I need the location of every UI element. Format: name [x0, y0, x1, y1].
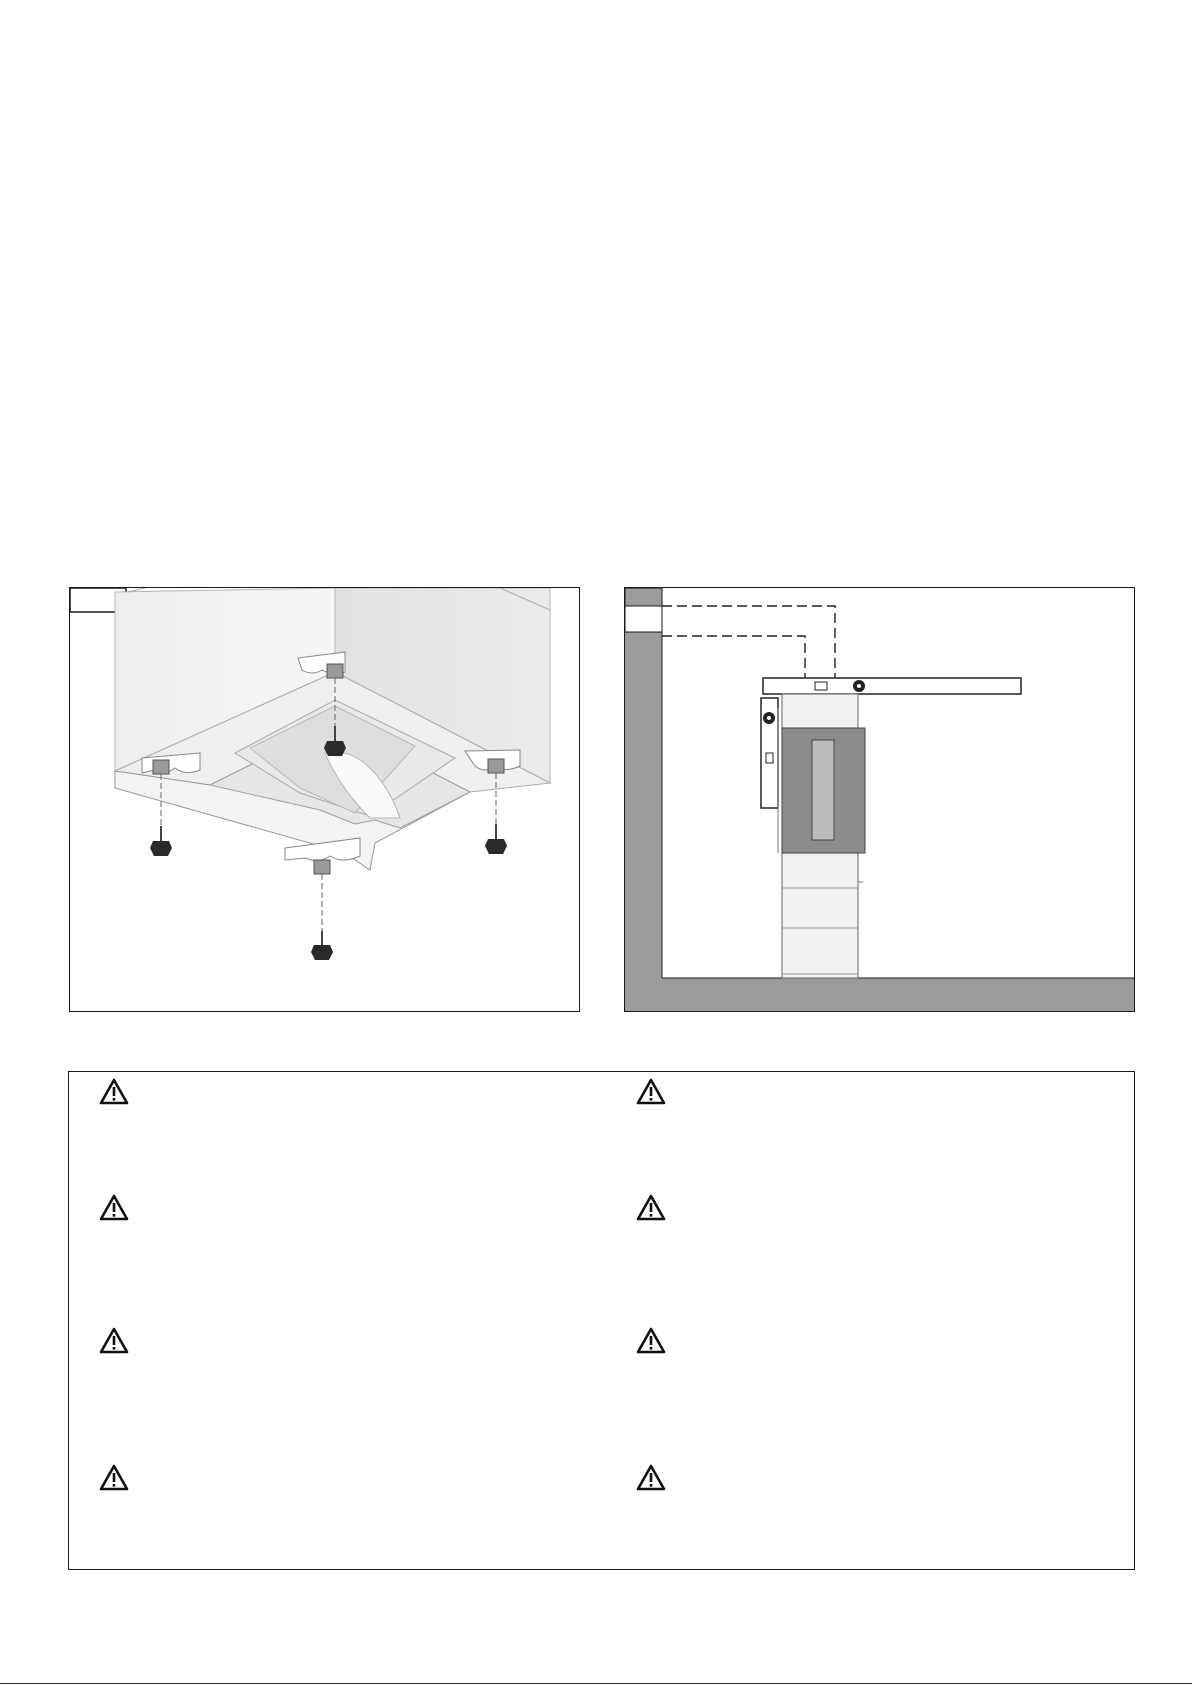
spirit-level [763, 678, 1021, 694]
side-level [761, 698, 778, 808]
adjustable-foot-right [485, 759, 507, 854]
warning-triangle-icon [636, 1078, 666, 1106]
warning-triangle-icon [99, 1194, 129, 1222]
wall [625, 588, 662, 1012]
adjustable-foot-front [311, 860, 333, 960]
warnings-panel [68, 1071, 1135, 1570]
warning-triangle-icon [636, 1194, 666, 1222]
adjustable-foot-left [150, 760, 172, 856]
warning-triangle-icon [99, 1078, 129, 1106]
page-bottom-rule [0, 1683, 1192, 1684]
levelling-illustration [625, 588, 1135, 1012]
figure-levelling [624, 587, 1135, 1012]
figure-appliance-feet [69, 587, 580, 1012]
appliance-underside-illustration [70, 588, 580, 1012]
warning-triangle-icon [636, 1464, 666, 1492]
warning-triangle-icon [636, 1327, 666, 1355]
warning-triangle-icon [99, 1464, 129, 1492]
appliance-side-view [778, 694, 865, 978]
floor [625, 978, 1135, 1012]
warning-triangle-icon [99, 1327, 129, 1355]
